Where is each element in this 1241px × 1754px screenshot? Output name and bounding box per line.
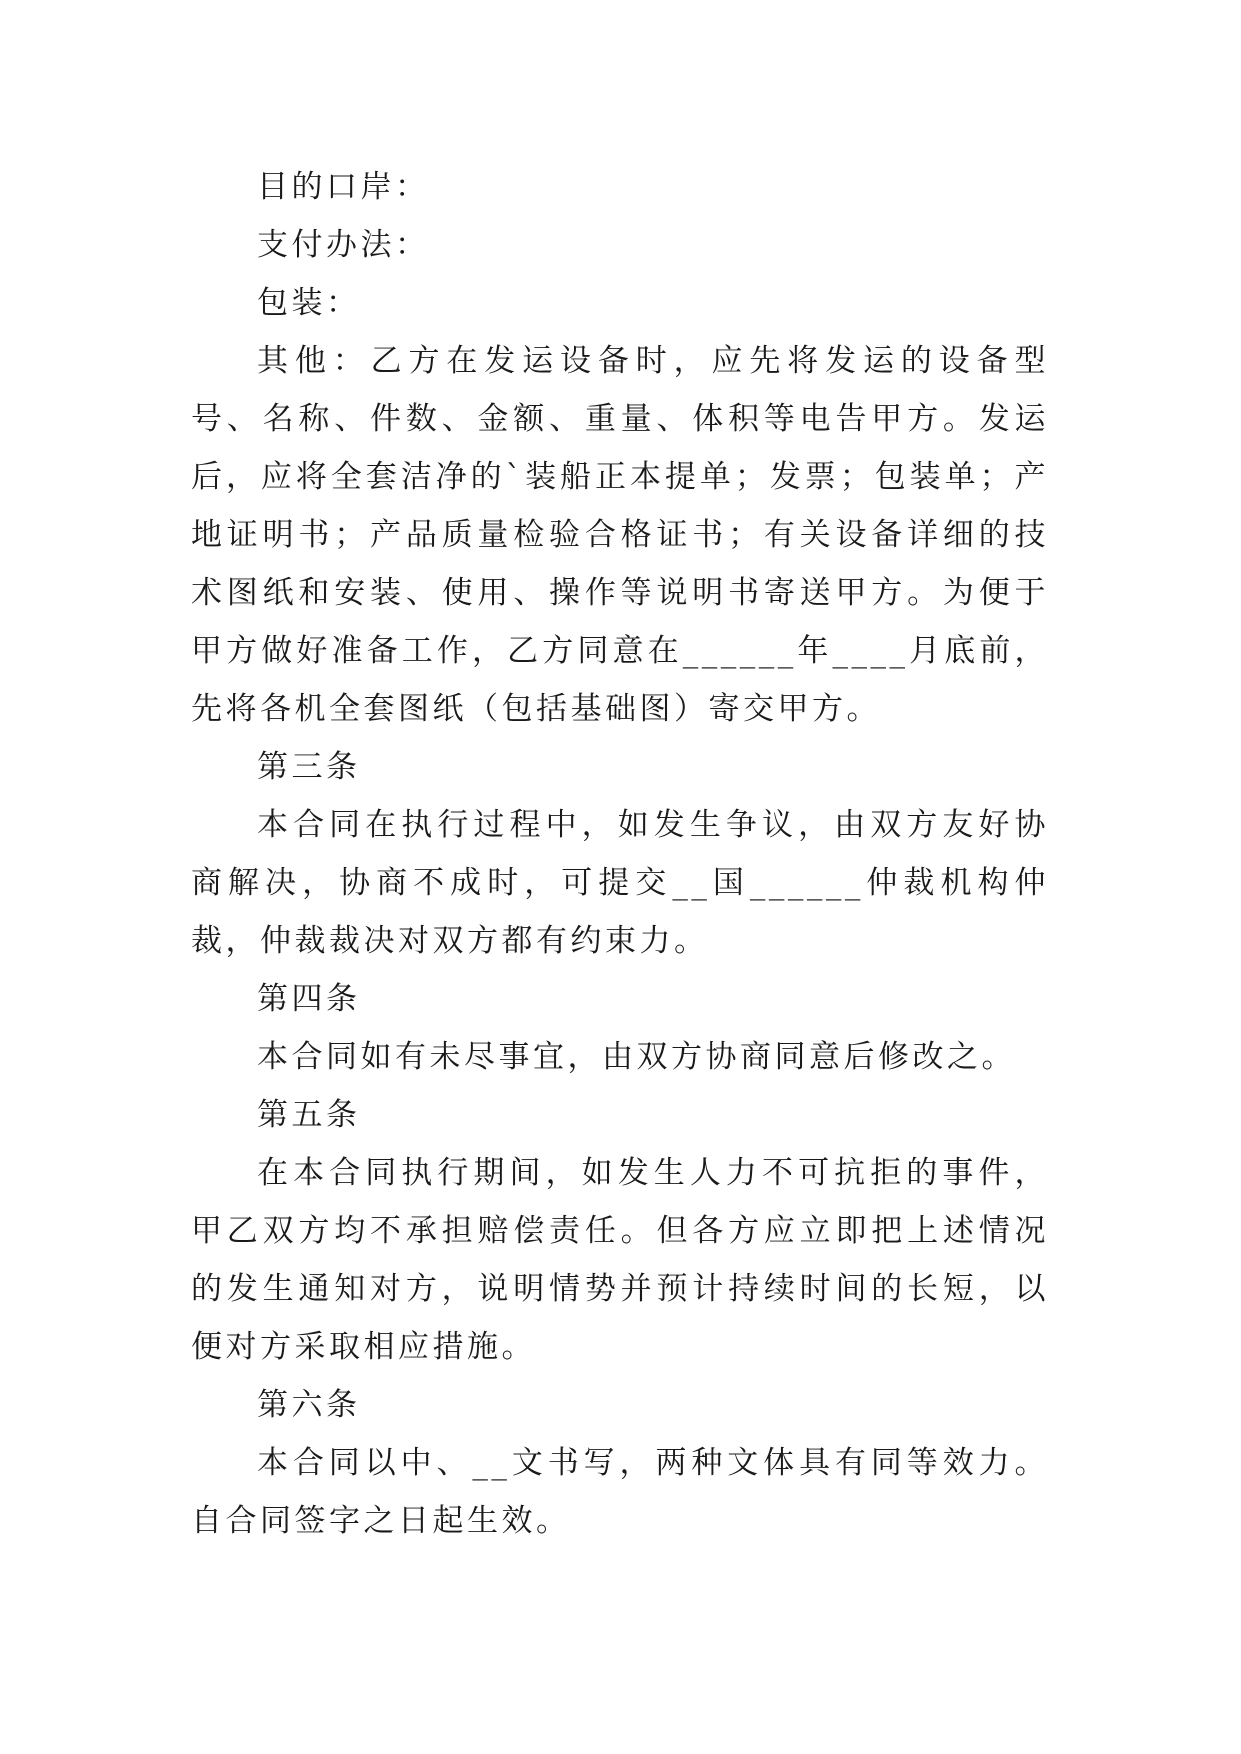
paragraph-languages-effect: 本合同以中、__文书写，两种文体具有同等效力。自合同签字之日起生效。	[191, 1445, 1049, 1539]
paragraph-amendments: 本合同如有未尽事宜，由双方协商同意后修改之。	[257, 1039, 1016, 1075]
paragraph-destination-port: 目的口岸：	[257, 169, 430, 205]
paragraph-payment-method: 支付办法：	[257, 227, 430, 263]
paragraph-dispute-resolution: 本合同在执行过程中，如发生争议，由双方友好协商解决，协商不成时，可提交__国______仲裁机构仲裁，仲裁裁决对双方都有约束力。	[191, 807, 1049, 959]
article-heading-4: 第四条	[257, 981, 361, 1017]
article-heading-6: 第六条	[257, 1387, 361, 1423]
paragraph-packaging: 包装：	[257, 285, 361, 321]
document-body	[191, 158, 1049, 1550]
paragraph-other-terms: 其他：乙方在发运设备时，应先将发运的设备型号、名称、件数、金额、重量、体积等电告甲方。发运后，应将全套洁净的`装船正本提单；发票；包装单；产地证明书；产品质量检验合格证书；有关设备详细的技术图纸和安装、使用、操作等说明书寄送甲方。为便于甲方做好准备工作，乙方同意在______年____月底前，先将各机全套图纸（包括基础图）寄交甲方。	[191, 343, 1049, 727]
paragraph-force-majeure: 在本合同执行期间，如发生人力不可抗拒的事件，甲乙双方均不承担赔偿责任。但各方应立即把上述情况的发生通知对方，说明情势并预计持续时间的长短，以便对方采取相应措施。	[191, 1155, 1049, 1365]
article-heading-5: 第五条	[257, 1097, 361, 1133]
article-heading-3: 第三条	[257, 749, 361, 785]
